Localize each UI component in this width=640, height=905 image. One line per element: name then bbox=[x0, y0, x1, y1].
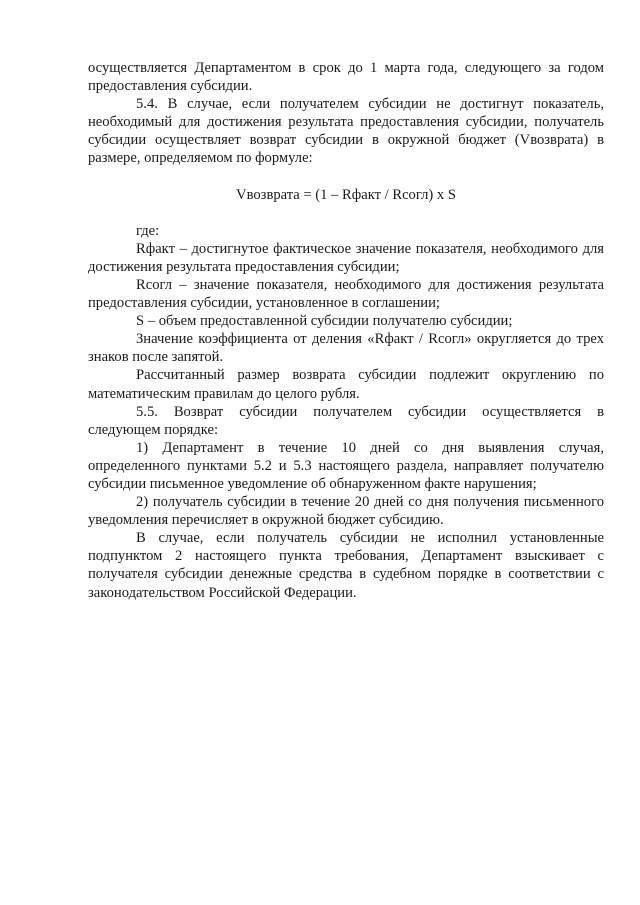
paragraph-5-5: 5.5. Возврат субсидии получателем субсидии осуществляется в следующем порядке: bbox=[88, 403, 604, 438]
list-item-1: 1) Департамент в течение 10 дней со дня выявления случая, определенного пунктами 5.2 и 5.3 настоящего раздела, направляет получателю субсидии письменное уведомление об обнаруженном факте нарушения; bbox=[88, 439, 604, 492]
document-body bbox=[88, 59, 604, 602]
paragraph-enforcement: В случае, если получатель субсидии не исполнил установленные подпунктом 2 настоящего пункта требования, Департамент взыскивает с получателя субсидии денежные средства в судебном порядке в соответствии с законодательством Российской Федерации. bbox=[88, 530, 604, 601]
list-item-2: 2) получатель субсидии в течение 20 дней со дня получения письменного уведомления перечисляет в окружной бюджет субсидию. bbox=[88, 494, 604, 529]
definition-s: S – объем предоставленной субсидии получателю субсидии; bbox=[136, 313, 513, 330]
paragraph-where: где: bbox=[136, 222, 160, 239]
refund-formula: Vвозврата = (1 – Rфакт / Rсогл) x S bbox=[236, 186, 456, 203]
paragraph-5-4: 5.4. В случае, если получателем субсидии не достигнут показатель, необходимый для достижения результата предоставления субсидии, получатель субсидии осуществляет возврат субсидии в окружной бюджет (Vвозврата) в размере, определяемом по формуле: bbox=[88, 96, 604, 167]
definition-r-sogl: Rсогл – значение показателя, необходимого для достижения результата предоставления субсидии, установленное в соглашении; bbox=[88, 276, 604, 312]
definition-r-fact: Rфакт – достигнутое фактическое значение показателя, необходимого для достижения результата предоставления субсидии; bbox=[88, 240, 604, 275]
paragraph-continuation: осуществляется Департаментом в срок до 1 марта года, следующего за годом предоставления субсидии. bbox=[88, 60, 604, 95]
paragraph-coefficient-rounding: Значение коэффициента от деления «Rфакт / Rсогл» округляется до трех знаков после запятой. bbox=[88, 331, 604, 366]
paragraph-amount-rounding: Рассчитанный размер возврата субсидии подлежит округлению по математическим правилам до целого рубля. bbox=[88, 367, 604, 402]
